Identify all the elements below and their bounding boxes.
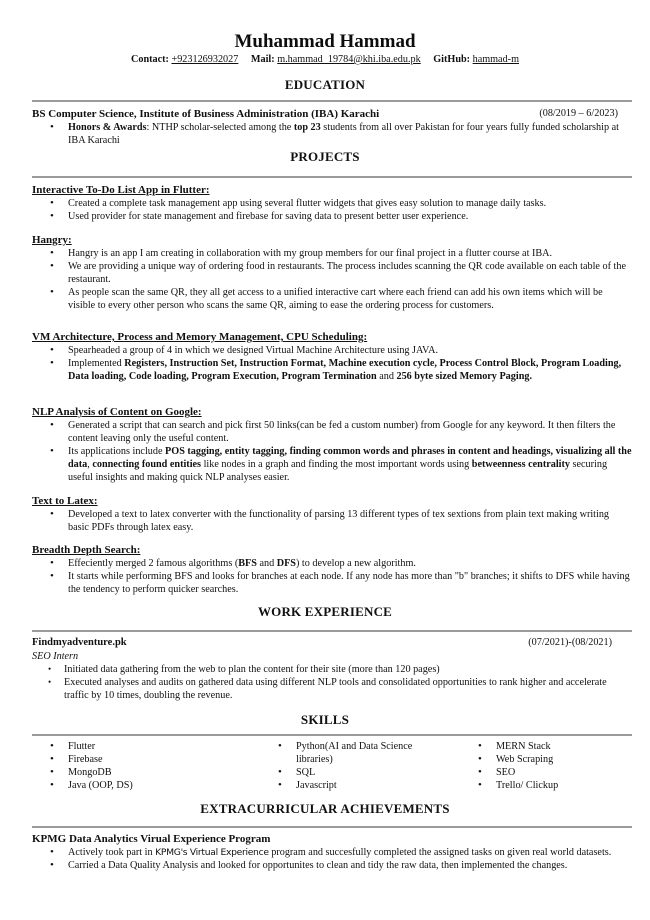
skill-item: • Trello/ Clickup — [460, 779, 630, 792]
list-item: • Developed a text to latex converter with the functionality of parsing 13 different types of tex sextions from plain text making writing basic PDFs through latex easy. — [32, 508, 632, 534]
skill-item: • Java (OOP, DS) — [32, 779, 260, 792]
program-title: KPMG Data Analytics Virual Experience Program — [32, 833, 271, 845]
divider — [32, 100, 632, 102]
skill-item: • SEO — [460, 766, 630, 779]
work-experience-section — [32, 636, 632, 702]
list-item: • Hangry is an app I am creating in collaboration with my group members for our final project in a flutter course at IBA. — [32, 247, 632, 260]
list-item: • Initiated data gathering from the web to plan the content for their site (more than 120 pages) — [32, 663, 632, 676]
section-title-skills: SKILLS — [300, 712, 350, 727]
project-nlp-analysis — [32, 405, 632, 484]
skills-column-2 — [260, 740, 460, 792]
project-title: VM Architecture, Process and Memory Management, CPU Scheduling: — [32, 331, 368, 343]
skill-item: • SQL — [260, 766, 460, 779]
list-item: • Implemented Registers, Instruction Set, Instruction Format, Machine execution cycle, Process Control Block, Program Loading, Data loading, Code loading, Program Execution, Program Termination and 256 byte sized Memory Paging. — [32, 357, 632, 383]
divider — [32, 176, 632, 178]
candidate-name: Muhammad Hammad — [234, 31, 416, 52]
project-hangry — [32, 233, 632, 312]
project-title: Text to Latex: — [32, 495, 98, 507]
skills-section — [32, 740, 632, 792]
list-item: • As people scan the same QR, they all get access to a unified interactive cart where each friend can add his own items which will be visible to every other person who scans the same QR, aiming to ease the ordering process for customers. — [32, 286, 632, 312]
skill-item: • Flutter — [32, 740, 260, 753]
skill-item: • Python(AI and Data Science libraries) — [260, 740, 460, 766]
divider — [32, 826, 632, 828]
list-item: • Used provider for state management and firebase for saving data to present better user experience. — [32, 210, 632, 223]
section-title-education: EDUCATION — [284, 77, 366, 92]
education-section — [32, 107, 632, 147]
skills-column-3 — [460, 740, 630, 792]
skill-item: • MERN Stack — [460, 740, 630, 753]
mail-label: Mail: — [250, 54, 275, 65]
list-item: • Executed analyses and audits on gathered data using different NLP tools and consolidated opportunities to rank higher and accelerate traffic by 10 times, doubling the revenue. — [32, 676, 632, 702]
skill-item: • MongoDB — [32, 766, 260, 779]
project-todo-app — [32, 183, 632, 223]
list-item: • Actively took part in KPMG's Virtual Experience program and succesfully completed the assigned tasks on given real world datasets. — [32, 846, 632, 859]
skill-item: • Javascript — [260, 779, 460, 792]
list-item: • Created a complete task management app using several flutter widgets that gives easy solution to manage daily tasks. — [32, 197, 632, 210]
honors-bullet: • Honors & Awards: NTHP scholar-selected among the top 23 students from all over Pakistan for four years fully funded scholarship at IBA Karachi — [32, 121, 632, 147]
section-title-extracurricular: EXTRACURRICULAR ACHIEVEMENTS — [200, 801, 450, 816]
education-dates: (08/2019 – 6/2023) — [539, 108, 618, 119]
project-title: Interactive To-Do List App in Flutter: — [32, 184, 210, 196]
project-breadth-depth-search — [32, 543, 632, 596]
list-item: • Generated a script that can search and pick first 50 links(can be fed a custom number) from Google for any keyword. It then filters the content leaving only the useful content. — [32, 419, 632, 445]
skills-column-1 — [32, 740, 260, 792]
section-title-projects: PROJECTS — [290, 149, 360, 164]
project-title: Breadth Depth Search: — [32, 544, 141, 556]
email-link[interactable]: m.hammad_19784@khi.iba.edu.pk — [277, 54, 421, 65]
divider — [32, 734, 632, 736]
project-vm-architecture — [32, 330, 632, 383]
extracurricular-section — [32, 832, 632, 872]
project-text-to-latex — [32, 494, 632, 534]
project-title: NLP Analysis of Content on Google: — [32, 406, 202, 418]
job-role: SEO Intern — [32, 651, 79, 662]
list-item: • It starts while performing BFS and looks for branches at each node. If any node has more than "b" branches; it shifts to DFS while having the tendency to perform quicker searches. — [32, 570, 632, 596]
list-item: • Carried a Data Quality Analysis and looked for opportunites to clean and tidy the raw data, then implemented the changes. — [32, 859, 632, 872]
list-item: • We are providing a unique way of ordering food in restaurants. The process includes scanning the QR code available on each table of the restaurant. — [32, 260, 632, 286]
contact-line — [0, 53, 650, 66]
project-title: Hangry: — [32, 234, 72, 246]
list-item: • Spearheaded a group of 4 in which we designed Virtual Machine Architecture using JAVA. — [32, 344, 632, 357]
skill-item: • Firebase — [32, 753, 260, 766]
degree-title: BS Computer Science, Institute of Business Administration (IBA) Karachi — [32, 108, 380, 120]
phone-link[interactable]: +923126932027 — [171, 54, 239, 65]
work-dates: (07/2021)-(08/2021) — [528, 637, 612, 648]
github-label: GitHub: — [433, 54, 471, 65]
company-name: Findmyadventure.pk — [32, 637, 127, 648]
section-title-work-experience: WORK EXPERIENCE — [257, 604, 393, 619]
skill-item: • Web Scraping — [460, 753, 630, 766]
github-link[interactable]: hammad-m — [472, 54, 519, 65]
divider — [32, 630, 632, 632]
list-item: • Its applications include POS tagging, entity tagging, finding common words and phrases in content and headings, visualizing all the data, connecting found entities like nodes in a graph and finding the most important words using betweenness centrality securing useful insights and making quick NLP analyses easier. — [32, 445, 632, 484]
contact-label: Contact: — [131, 54, 169, 65]
list-item: • Effeciently merged 2 famous algorithms (BFS and DFS) to develop a new algorithm. — [32, 557, 632, 570]
